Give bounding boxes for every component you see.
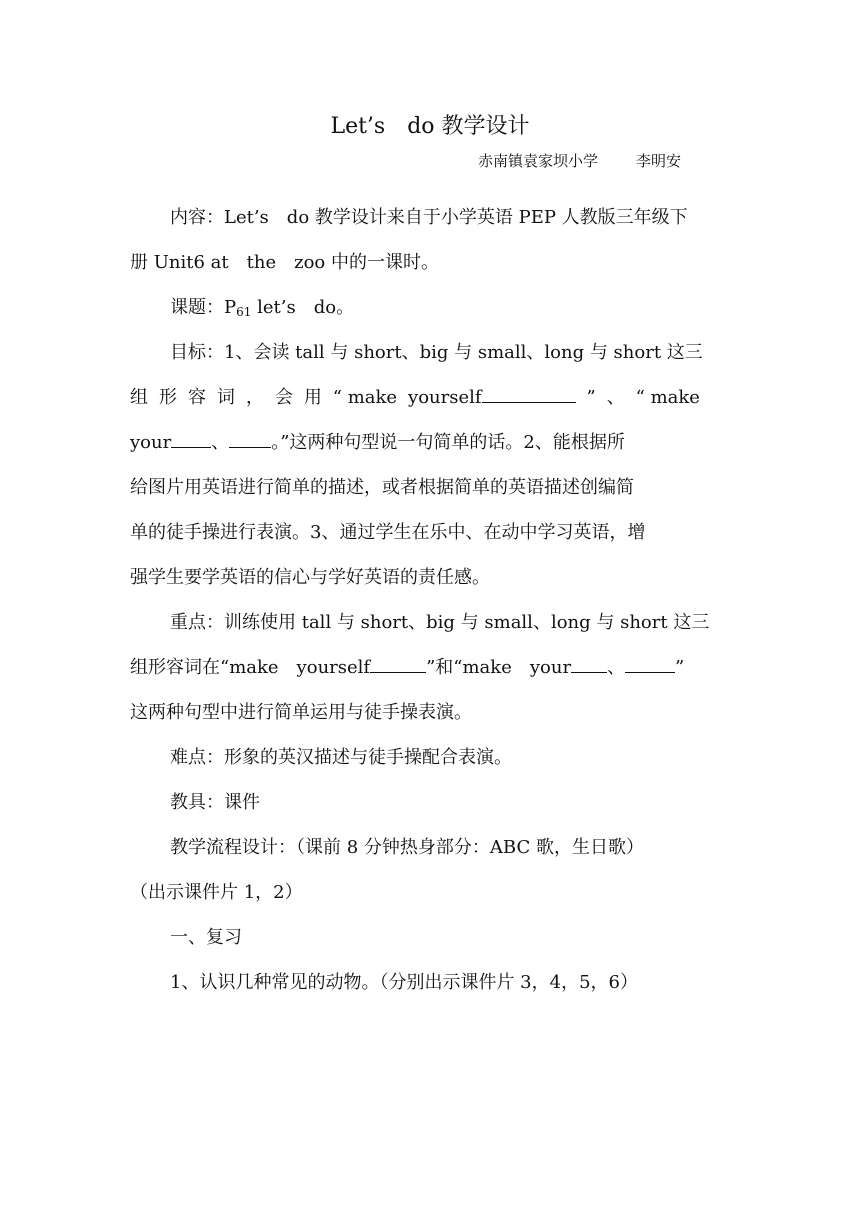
goal-l3-sep: 、 [211,432,230,453]
content-line-2: 册 Unit6 at the zoo 中的一课时。 [130,252,439,273]
goal-l3-your: your [130,432,172,453]
goal-l2-word: “ make [332,387,398,408]
author-name: 李明安 [636,152,682,170]
key-line-1: 重点：训练使用 tall 与 short、big 与 small、long 与 short 这三 [170,612,710,633]
goal-l2-quote: ” [586,387,596,408]
goal-l2-yourself-group [408,384,576,412]
goal-line-5: 单的徒手操进行表演。3、通过学生在乐中、在动中学习英语，增 [130,522,646,543]
review-item-1: 1、认识几种常见的动物。（分别出示课件片 3，4，5，6） [170,972,638,993]
document-title: Let’s do 教学设计 [330,114,530,139]
key-l2-b: ”和“make your [426,657,572,678]
key-l2-sep: 、 [607,657,626,678]
content-line-1: 内容：Let’s do 教学设计来自于小学英语 PEP 人教版三年级下 [170,207,688,228]
flow-line-2: （出示课件片 1，2） [130,882,303,903]
fill-blank [571,654,607,673]
goal-l2-word: yourself [408,387,482,408]
goal-l2-char: 形 [158,387,177,408]
key-l2-a: 组形容词在“make yourself [130,657,371,678]
goal-l2-word: “ make [635,387,700,408]
goal-l2-char: 用 [303,387,322,408]
fill-blank [625,654,675,673]
flow-line-1: 教学流程设计：（课前 8 分钟热身部分：ABC 歌，生日歌） [170,837,644,858]
goal-l2-char: 容 [187,387,206,408]
topic-page-number: 61 [236,305,252,319]
goal-l2-char: 组 [130,387,148,408]
goal-l2-char: 会 [274,387,293,408]
fill-blank [482,384,576,403]
goal-line-6: 强学生要学英语的信心与学好英语的责任感。 [130,567,490,588]
goal-l2-char: ， [245,387,264,408]
author-line [478,150,681,172]
key-line-2 [130,654,684,682]
goal-line-3 [130,429,625,457]
fill-blank [229,429,271,448]
fill-blank [171,429,211,448]
key-line-3: 这两种句型中进行简单运用与徒手操表演。 [130,702,472,723]
key-l2-quote: ” [675,657,685,678]
goal-l2-sep: 、 [606,387,625,408]
difficulty-line: 难点：形象的英汉描述与徒手操配合表演。 [170,747,512,768]
topic-prefix: 课题：P [170,297,237,318]
goal-line-1: 目标：1、会读 tall 与 short、big 与 small、long 与 short 这三 [170,342,703,363]
goal-l2-char: 词 [216,387,235,408]
review-heading: 一、复习 [170,927,242,948]
goal-line-2 [130,384,700,412]
fill-blank [370,654,426,673]
topic-line [170,294,354,326]
author-school: 赤南镇袁家坝小学 [478,152,599,170]
tools-line: 教具：课件 [170,792,260,813]
goal-line-4: 给图片用英语进行简单的描述，或者根据简单的英语描述创编简 [130,477,634,498]
goal-l3-rest: 。”这两种句型说一句简单的话。2、能根据所 [271,432,625,453]
topic-suffix: let’s do。 [251,297,355,318]
